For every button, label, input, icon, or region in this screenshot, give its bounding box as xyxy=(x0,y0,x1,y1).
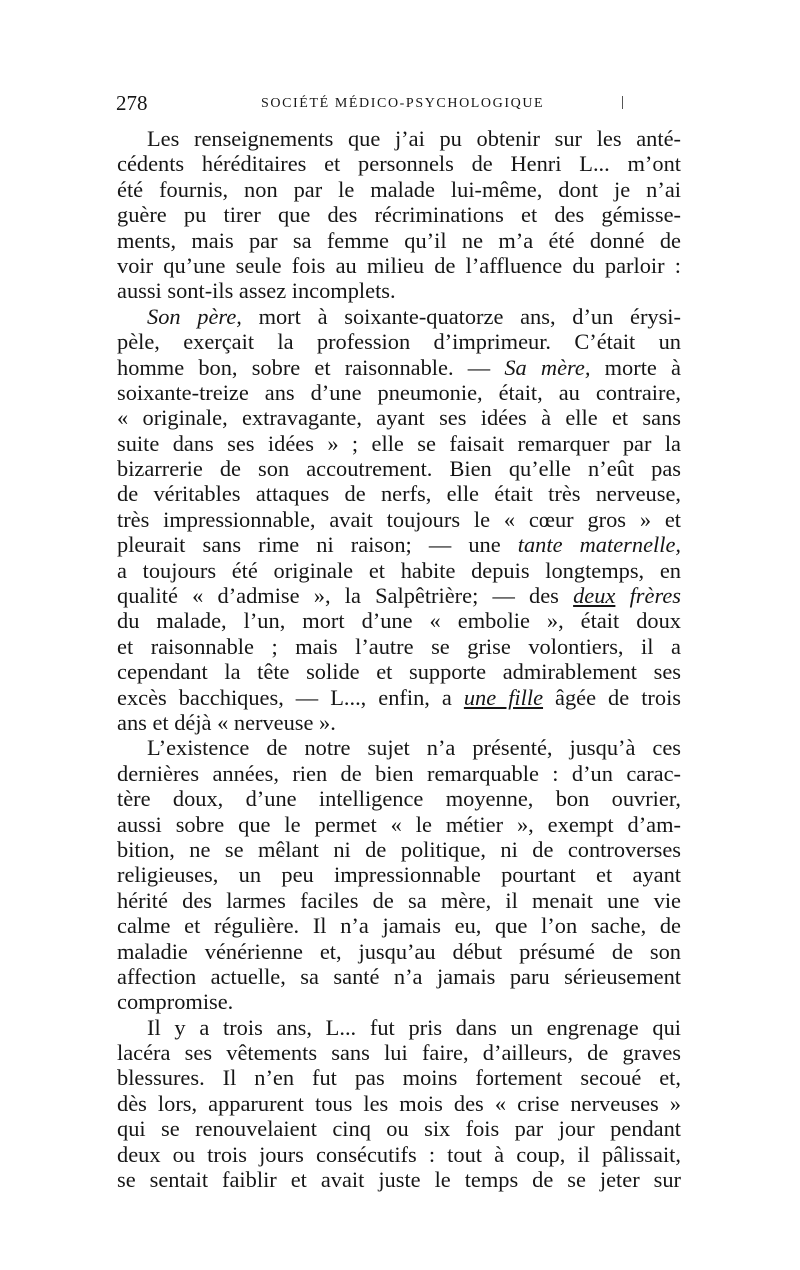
text-line xyxy=(117,126,681,151)
text-line xyxy=(117,659,681,684)
text-line xyxy=(117,1091,681,1116)
text-line xyxy=(117,913,681,938)
text-segment: mort à soixante-quatorze ans, d’un érysi- xyxy=(241,303,681,329)
text-line xyxy=(117,355,681,380)
text-segment: affection actuelle, sa santé n’a jamais paru sérieusement xyxy=(117,963,681,989)
text-segment: se sentait faiblir et avait juste le temps de se jeter sur xyxy=(117,1167,681,1193)
text-segment: et raisonnable ; mais l’autre se grise volontiers, il a xyxy=(117,633,681,659)
text-segment: a toujours été originale et habite depuis longtemps, en xyxy=(117,557,681,583)
text-line xyxy=(117,507,681,532)
text-segment: lacéra ses vêtements sans lui faire, d’ailleurs, de graves xyxy=(117,1040,681,1066)
emphasized-text: Sa mère, xyxy=(504,354,591,380)
header-mark: | xyxy=(621,94,625,110)
text-segment: âgée de trois xyxy=(543,684,682,710)
text-segment: ments, mais par sa femme qu’il ne m’a été donné de xyxy=(117,227,681,253)
text-segment xyxy=(615,583,629,608)
text-segment: maladie vénérienne et, jusqu’au début présumé de son xyxy=(117,938,681,964)
text-line xyxy=(117,583,681,608)
text-line xyxy=(117,710,681,735)
text-segment: très impressionnable, avait toujours le « cœur gros » et xyxy=(117,506,681,532)
text-segment: calme et régulière. Il n’a jamais eu, que l’on sache, de xyxy=(117,913,681,939)
text-segment: guère pu tirer que des récriminations et des gémisse- xyxy=(117,202,681,228)
text-line xyxy=(117,685,681,710)
text-line xyxy=(117,558,681,583)
text-segment: Les renseignements que j’ai pu obtenir sur les anté- xyxy=(147,126,681,151)
text-line xyxy=(117,1116,681,1141)
text-line xyxy=(117,634,681,659)
text-segment: aussi sobre que le permet « le métier », exempt d’am- xyxy=(117,811,681,837)
text-segment: voir qu’une seule fois au milieu de l’affluence du parloir : xyxy=(117,252,681,278)
text-line xyxy=(117,1015,681,1040)
text-segment: deux ou trois jours consécutifs : tout à coup, il pâlissait, xyxy=(117,1141,681,1167)
text-line xyxy=(117,964,681,989)
text-segment: religieuses, un peu impressionnable pourtant et ayant xyxy=(117,862,681,888)
text-line xyxy=(117,228,681,253)
text-segment: aussi sont-ils assez incomplets. xyxy=(117,278,396,304)
text-line xyxy=(117,812,681,837)
text-segment: soixante-treize ans d’une pneumonie, était, au contraire, xyxy=(117,379,681,405)
text-line xyxy=(117,1142,681,1167)
text-line xyxy=(117,253,681,278)
running-head: SOCIÉTÉ MÉDICO-PSYCHOLOGIQUE xyxy=(261,96,545,111)
text-segment: homme bon, sobre et raisonnable. — xyxy=(117,354,505,380)
text-segment: excès bacchiques, — L..., enfin, a xyxy=(117,684,464,710)
text-segment: de véritables attaques de nerfs, elle était très nerveuse, xyxy=(117,481,681,507)
text-line xyxy=(117,735,681,760)
text-segment: qui se renouvelaient cinq ou six fois par jour pendant xyxy=(117,1116,681,1142)
text-segment: qualité « d’admise », la Salpêtrière; — des xyxy=(117,583,574,609)
text-line xyxy=(117,1167,681,1192)
text-line xyxy=(117,862,681,887)
text-line xyxy=(117,481,681,506)
text-line xyxy=(117,304,681,329)
text-line xyxy=(117,177,681,202)
emphasized-text: Son père, xyxy=(147,303,242,329)
text-line xyxy=(117,456,681,481)
text-segment: dernières années, rien de bien remarquable : d’un carac- xyxy=(117,760,681,786)
text-segment: tère doux, d’une intelligence moyenne, bon ouvrier, xyxy=(117,786,681,812)
text-line xyxy=(117,380,681,405)
text-line xyxy=(117,1065,681,1090)
text-segment: ans et déjà « nerveuse ». xyxy=(117,709,336,735)
text-segment: cependant la tête solide et supporte admirablement ses xyxy=(117,659,681,685)
page-number: 278 xyxy=(116,91,148,115)
text-line xyxy=(117,837,681,862)
text-line xyxy=(117,888,681,913)
emphasized-text: une fille xyxy=(463,684,544,710)
page-header xyxy=(116,91,630,121)
body-text xyxy=(117,126,681,1192)
text-segment: pleurait sans rime ni raison; — une xyxy=(117,532,518,558)
text-segment: hérité des larmes faciles de sa mère, il menait une vie xyxy=(117,887,681,913)
text-line xyxy=(117,939,681,964)
emphasized-text: deux xyxy=(573,583,616,609)
text-line xyxy=(117,329,681,354)
text-line xyxy=(117,151,681,176)
text-line xyxy=(117,405,681,430)
text-segment: cédents héréditaires et personnels de Henri L... m’ont xyxy=(117,151,681,177)
text-segment: du malade, l’un, mort d’une « embolie », était doux xyxy=(117,608,681,634)
text-line xyxy=(117,431,681,456)
emphasized-text: tante maternelle, xyxy=(517,532,681,558)
emphasized-text: frères xyxy=(629,583,681,609)
text-line xyxy=(117,608,681,633)
text-segment: pèle, exerçait la profession d’imprimeur. C’était un xyxy=(117,329,681,355)
text-line xyxy=(117,278,681,303)
text-segment: morte à xyxy=(590,354,681,380)
text-segment: blessures. Il n’en fut pas moins fortement secoué et, xyxy=(117,1065,681,1091)
text-line xyxy=(117,532,681,557)
text-segment: bition, ne se mêlant ni de politique, ni de controverses xyxy=(117,836,681,862)
text-segment: Il y a trois ans, L... fut pris dans un engrenage qui xyxy=(147,1014,681,1040)
text-segment: « originale, extravagante, ayant ses idées à elle et sans xyxy=(117,405,681,431)
text-segment: dès lors, apparurent tous les mois des « crise nerveuses » xyxy=(117,1090,681,1116)
text-segment: suite dans ses idées » ; elle se faisait remarquer par la xyxy=(117,430,681,456)
text-line xyxy=(117,1040,681,1065)
text-line xyxy=(117,786,681,811)
text-segment: été fournis, non par le malade lui-même, dont je n’ai xyxy=(117,176,681,202)
text-line xyxy=(117,989,681,1014)
text-line xyxy=(117,761,681,786)
text-segment: L’existence de notre sujet n’a présenté, jusqu’à ces xyxy=(147,735,681,761)
text-segment: bizarrerie de son accoutrement. Bien qu’elle n’eût pas xyxy=(117,456,681,482)
text-line xyxy=(117,202,681,227)
text-segment: compromise. xyxy=(117,989,234,1015)
